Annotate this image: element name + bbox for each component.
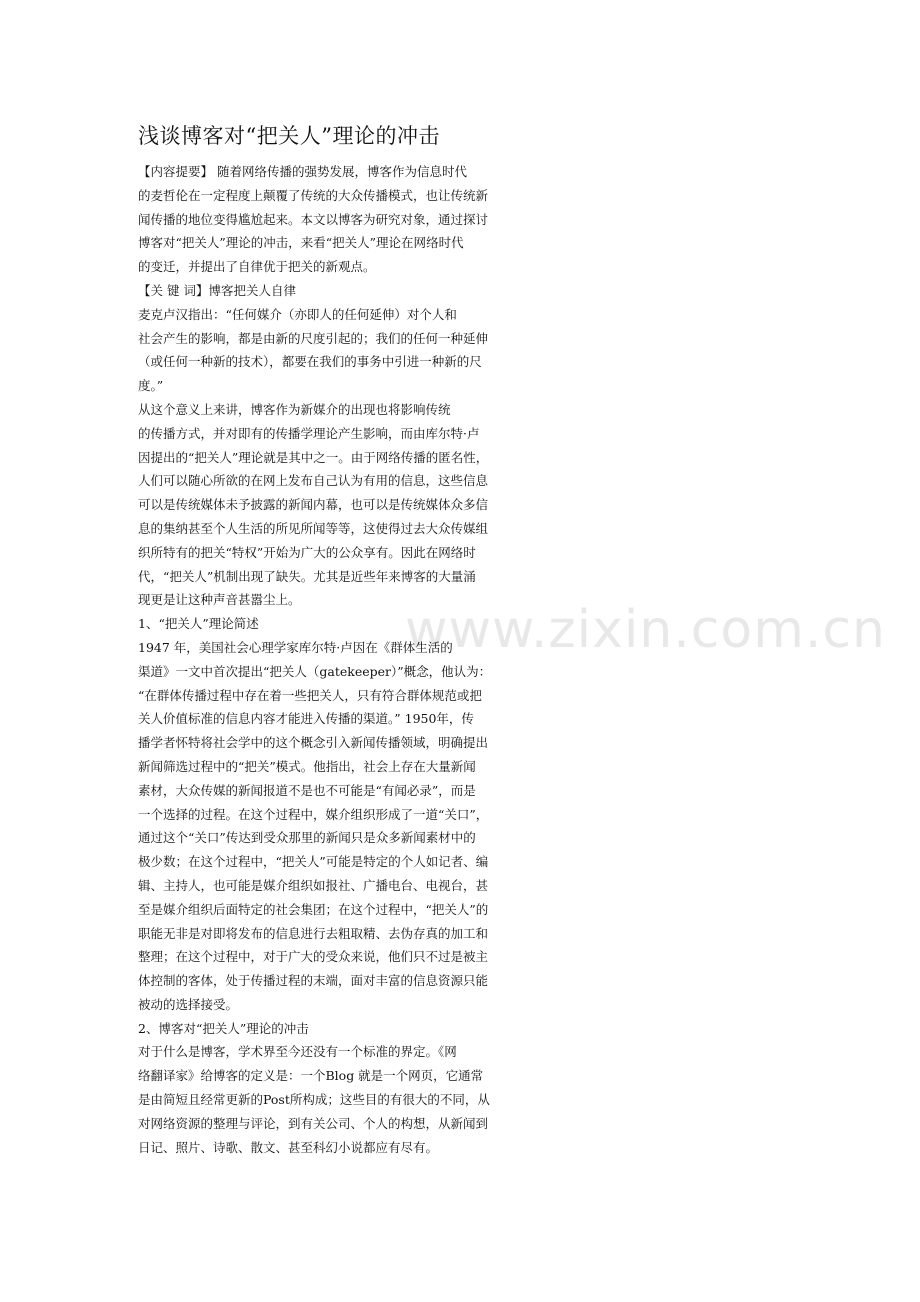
text-line: 关人价值标准的信息内容才能进入传播的渠道。” 1950年，传 — [138, 711, 474, 727]
text-line: 一个选择的过程。在这个过程中，媒介组织形成了一道“关口”， — [138, 806, 489, 822]
text-line: 1、“把关人”理论简述 — [138, 616, 259, 632]
text-line: 闻传播的地位变得尴尬起来。本文以博客为研究对象，通过探讨 — [138, 211, 489, 227]
text-line: 播学者怀特将社会学中的这个概念引入新闻传播领域，明确提出 — [138, 735, 489, 751]
text-line: 代，“把关人”机制出现了缺失。尤其是近些年来博客的大量涌 — [138, 568, 476, 584]
text-line: 可以是传统媒体未予披露的新闻内幕，也可以是传统媒体众多信 — [138, 497, 489, 513]
text-line: 度。” — [138, 378, 164, 394]
text-line: 【关 键 词】博客把关人自律 — [138, 282, 296, 298]
text-line: 新闻筛选过程中的“把关”模式。他指出，社会上存在大量新闻 — [138, 758, 476, 774]
text-line: 人们可以随心所欲的在网上发布自己认为有用的信息，这些信息 — [138, 473, 489, 489]
text-line: 素材，大众传媒的新闻报道不是也不可能是“有闻必录”，而是 — [138, 782, 476, 798]
text-line: 渠道》一文中首次提出“把关人（gatekeeper）”概念，他认为： — [138, 663, 492, 679]
text-line: 现更是让这种声音甚嚣尘上。 — [138, 592, 301, 608]
text-line: 的麦哲伦在一定程度上颠覆了传统的大众传播模式，也让传统新 — [138, 187, 489, 203]
document-body — [138, 160, 528, 1159]
text-line: 从这个意义上来讲，博客作为新媒介的出现也将影响传统 — [138, 401, 451, 417]
text-line: 2、博客对“把关人”理论的冲击 — [138, 1020, 309, 1036]
text-line: 被动的选择接受。 — [138, 996, 239, 1012]
text-line: 通过这个“关口”传达到受众那里的新闻只是众多新闻素材中的 — [138, 830, 476, 846]
text-line: 职能无非是对即将发布的信息进行去粗取精、去伪存真的加工和 — [138, 925, 489, 941]
text-line: 息的集纳甚至个人生活的所见所闻等等，这使得过去大众传媒组 — [138, 520, 489, 536]
text-line: 对于什么是博客，学术界至今还没有一个标准的界定。《网 — [138, 1044, 457, 1060]
text-line: 对网络资源的整理与评论，到有关公司、个人的构想，从新闻到 — [138, 1115, 489, 1131]
text-line: 织所特有的把关“特权”开始为广大的公众享有。因此在网络时 — [138, 544, 476, 560]
text-line: 1947 年，美国社会心理学家库尔特·卢因在《群体生活的 — [138, 639, 453, 655]
text-line: 社会产生的影响，都是由新的尺度引起的；我们的任何一种延伸 — [138, 330, 489, 346]
text-line: 至是媒介组织后面特定的社会集团；在这个过程中，“把关人”的 — [138, 901, 489, 917]
text-line: 博客对“把关人”理论的冲击，来看“把关人”理论在网络时代 — [138, 235, 464, 251]
text-line: 是由简短且经常更新的Post所构成；这些目的有很大的不同，从 — [138, 1092, 490, 1108]
text-line: 辑、主持人，也可能是媒介组织如报社、广播电台、电视台，甚 — [138, 877, 489, 893]
text-line: 络翻译家》给博客的定义是：一个Blog 就是一个网页，它通常 — [138, 1068, 484, 1084]
text-line: 【内容提要】 随着网络传播的强势发展，博客作为信息时代 — [138, 164, 467, 179]
text-line: 的变迁，并提出了自律优于把关的新观点。 — [138, 259, 376, 275]
text-line: 极少数；在这个过程中，“把关人”可能是特定的个人如记者、编 — [138, 854, 489, 870]
text-line: （或任何一种新的技术），都要在我们的事务中引进一种新的尺 — [138, 354, 482, 370]
text-line: “在群体传播过程中存在着一些把关人，只有符合群体规范或把 — [138, 687, 482, 703]
watermark: www.zixin.com.cn — [405, 600, 886, 660]
text-line: 整理；在这个过程中，对于广大的受众来说，他们只不过是被主 — [138, 949, 489, 965]
text-line: 日记、照片、诗歌、散文、甚至科幻小说都应有尽有。 — [138, 1139, 439, 1155]
text-line: 体控制的客体，处于传播过程的末端，面对丰富的信息资源只能 — [138, 973, 489, 989]
page-title: 浅谈博客对“把关人”理论的冲击 — [138, 124, 440, 148]
text-line: 因提出的“把关人”理论就是其中之一。由于网络传播的匿名性， — [138, 449, 489, 465]
text-line: 麦克卢汉指出：“任何媒介（亦即人的任何延伸）对个人和 — [138, 306, 457, 322]
text-line: 的传播方式，并对即有的传播学理论产生影响，而由库尔特·卢 — [138, 425, 480, 441]
